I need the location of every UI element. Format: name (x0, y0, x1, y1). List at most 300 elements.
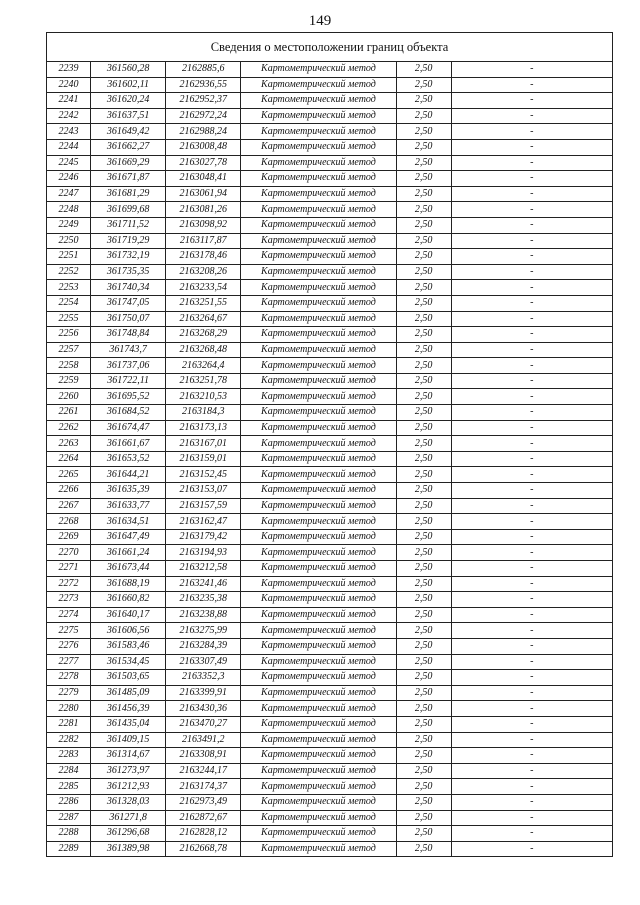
accuracy-cell: 2,50 (396, 186, 451, 202)
method-cell: Картометрический метод (241, 186, 396, 202)
description-cell: - (451, 841, 612, 857)
accuracy-cell: 2,50 (396, 841, 451, 857)
method-cell: Картометрический метод (241, 810, 396, 826)
point-number-cell: 2240 (47, 77, 91, 93)
table-row (47, 233, 613, 249)
description-cell: - (451, 483, 612, 499)
method-cell: Картометрический метод (241, 280, 396, 296)
point-number-cell: 2287 (47, 810, 91, 826)
y-coordinate-cell: 2163251,55 (166, 295, 241, 311)
method-cell: Картометрический метод (241, 327, 396, 343)
accuracy-cell: 2,50 (396, 701, 451, 717)
method-cell: Картометрический метод (241, 545, 396, 561)
accuracy-cell: 2,50 (396, 108, 451, 124)
accuracy-cell: 2,50 (396, 779, 451, 795)
method-cell: Картометрический метод (241, 202, 396, 218)
table-row (47, 249, 613, 265)
method-cell: Картометрический метод (241, 779, 396, 795)
method-cell: Картометрический метод (241, 623, 396, 639)
description-cell: - (451, 529, 612, 545)
x-coordinate-cell: 361743,7 (91, 342, 166, 358)
accuracy-cell: 2,50 (396, 139, 451, 155)
x-coordinate-cell: 361711,52 (91, 217, 166, 233)
table-row (47, 670, 613, 686)
x-coordinate-cell: 361661,67 (91, 436, 166, 452)
accuracy-cell: 2,50 (396, 217, 451, 233)
description-cell: - (451, 514, 612, 530)
method-cell: Картометрический метод (241, 249, 396, 265)
table-caption-row (47, 33, 613, 62)
description-cell: - (451, 202, 612, 218)
point-number-cell: 2249 (47, 217, 91, 233)
x-coordinate-cell: 361740,34 (91, 280, 166, 296)
table-row (47, 420, 613, 436)
accuracy-cell: 2,50 (396, 748, 451, 764)
accuracy-cell: 2,50 (396, 514, 451, 530)
table-row (47, 451, 613, 467)
table-row (47, 389, 613, 405)
point-number-cell: 2281 (47, 716, 91, 732)
y-coordinate-cell: 2163208,26 (166, 264, 241, 280)
y-coordinate-cell: 2163235,38 (166, 592, 241, 608)
accuracy-cell: 2,50 (396, 124, 451, 140)
table-row (47, 62, 613, 78)
x-coordinate-cell: 361660,82 (91, 592, 166, 608)
description-cell: - (451, 779, 612, 795)
method-cell: Картометрический метод (241, 561, 396, 577)
point-number-cell: 2272 (47, 576, 91, 592)
table-row (47, 171, 613, 187)
accuracy-cell: 2,50 (396, 327, 451, 343)
accuracy-cell: 2,50 (396, 545, 451, 561)
method-cell: Картометрический метод (241, 670, 396, 686)
description-cell: - (451, 623, 612, 639)
table-row (47, 638, 613, 654)
method-cell: Картометрический метод (241, 638, 396, 654)
x-coordinate-cell: 361748,84 (91, 327, 166, 343)
table-caption: Сведения о местоположении границ объекта (47, 33, 613, 62)
method-cell: Картометрический метод (241, 841, 396, 857)
method-cell: Картометрический метод (241, 420, 396, 436)
description-cell: - (451, 451, 612, 467)
y-coordinate-cell: 2163491,2 (166, 732, 241, 748)
point-number-cell: 2243 (47, 124, 91, 140)
method-cell: Картометрический метод (241, 607, 396, 623)
x-coordinate-cell: 361732,19 (91, 249, 166, 265)
description-cell: - (451, 701, 612, 717)
point-number-cell: 2241 (47, 93, 91, 109)
accuracy-cell: 2,50 (396, 576, 451, 592)
description-cell: - (451, 233, 612, 249)
description-cell: - (451, 545, 612, 561)
accuracy-cell: 2,50 (396, 264, 451, 280)
table-row (47, 436, 613, 452)
accuracy-cell: 2,50 (396, 233, 451, 249)
point-number-cell: 2265 (47, 467, 91, 483)
description-cell: - (451, 576, 612, 592)
y-coordinate-cell: 2163167,01 (166, 436, 241, 452)
y-coordinate-cell: 2163268,48 (166, 342, 241, 358)
table-row (47, 654, 613, 670)
point-number-cell: 2270 (47, 545, 91, 561)
y-coordinate-cell: 2163157,59 (166, 498, 241, 514)
x-coordinate-cell: 361649,42 (91, 124, 166, 140)
point-number-cell: 2271 (47, 561, 91, 577)
table-row (47, 794, 613, 810)
description-cell: - (451, 295, 612, 311)
point-number-cell: 2248 (47, 202, 91, 218)
y-coordinate-cell: 2163307,49 (166, 654, 241, 670)
description-cell: - (451, 249, 612, 265)
y-coordinate-cell: 2162885,6 (166, 62, 241, 78)
table-row (47, 155, 613, 171)
method-cell: Картометрический метод (241, 514, 396, 530)
y-coordinate-cell: 2163098,92 (166, 217, 241, 233)
description-cell: - (451, 62, 612, 78)
y-coordinate-cell: 2163275,99 (166, 623, 241, 639)
accuracy-cell: 2,50 (396, 561, 451, 577)
method-cell: Картометрический метод (241, 794, 396, 810)
x-coordinate-cell: 361695,52 (91, 389, 166, 405)
point-number-cell: 2286 (47, 794, 91, 810)
table-row (47, 748, 613, 764)
table-row (47, 561, 613, 577)
accuracy-cell: 2,50 (396, 685, 451, 701)
point-number-cell: 2266 (47, 483, 91, 499)
description-cell: - (451, 108, 612, 124)
method-cell: Картометрический метод (241, 373, 396, 389)
method-cell: Картометрический метод (241, 155, 396, 171)
method-cell: Картометрический метод (241, 436, 396, 452)
x-coordinate-cell: 361671,87 (91, 171, 166, 187)
y-coordinate-cell: 2163162,47 (166, 514, 241, 530)
accuracy-cell: 2,50 (396, 638, 451, 654)
x-coordinate-cell: 361719,29 (91, 233, 166, 249)
table-row (47, 373, 613, 389)
y-coordinate-cell: 2162668,78 (166, 841, 241, 857)
point-number-cell: 2261 (47, 405, 91, 421)
point-number-cell: 2259 (47, 373, 91, 389)
method-cell: Картометрический метод (241, 763, 396, 779)
x-coordinate-cell: 361662,27 (91, 139, 166, 155)
description-cell: - (451, 748, 612, 764)
accuracy-cell: 2,50 (396, 763, 451, 779)
y-coordinate-cell: 2163264,67 (166, 311, 241, 327)
method-cell: Картометрический метод (241, 483, 396, 499)
x-coordinate-cell: 361673,44 (91, 561, 166, 577)
accuracy-cell: 2,50 (396, 358, 451, 374)
point-number-cell: 2280 (47, 701, 91, 717)
method-cell: Картометрический метод (241, 405, 396, 421)
x-coordinate-cell: 361314,67 (91, 748, 166, 764)
description-cell: - (451, 592, 612, 608)
y-coordinate-cell: 2163284,39 (166, 638, 241, 654)
accuracy-cell: 2,50 (396, 529, 451, 545)
point-number-cell: 2242 (47, 108, 91, 124)
point-number-cell: 2283 (47, 748, 91, 764)
method-cell: Картометрический метод (241, 685, 396, 701)
point-number-cell: 2282 (47, 732, 91, 748)
point-number-cell: 2263 (47, 436, 91, 452)
table-row (47, 295, 613, 311)
method-cell: Картометрический метод (241, 124, 396, 140)
y-coordinate-cell: 2163430,36 (166, 701, 241, 717)
description-cell: - (451, 826, 612, 842)
x-coordinate-cell: 361653,52 (91, 451, 166, 467)
y-coordinate-cell: 2163048,41 (166, 171, 241, 187)
description-cell: - (451, 264, 612, 280)
y-coordinate-cell: 2162973,49 (166, 794, 241, 810)
point-number-cell: 2284 (47, 763, 91, 779)
table-row (47, 576, 613, 592)
description-cell: - (451, 810, 612, 826)
x-coordinate-cell: 361634,51 (91, 514, 166, 530)
x-coordinate-cell: 361389,98 (91, 841, 166, 857)
point-number-cell: 2264 (47, 451, 91, 467)
x-coordinate-cell: 361456,39 (91, 701, 166, 717)
x-coordinate-cell: 361637,51 (91, 108, 166, 124)
point-number-cell: 2269 (47, 529, 91, 545)
table-row (47, 467, 613, 483)
table-row (47, 342, 613, 358)
accuracy-cell: 2,50 (396, 826, 451, 842)
point-number-cell: 2250 (47, 233, 91, 249)
accuracy-cell: 2,50 (396, 716, 451, 732)
y-coordinate-cell: 2163308,91 (166, 748, 241, 764)
accuracy-cell: 2,50 (396, 623, 451, 639)
description-cell: - (451, 561, 612, 577)
y-coordinate-cell: 2162952,37 (166, 93, 241, 109)
x-coordinate-cell: 361684,52 (91, 405, 166, 421)
accuracy-cell: 2,50 (396, 155, 451, 171)
point-number-cell: 2255 (47, 311, 91, 327)
accuracy-cell: 2,50 (396, 607, 451, 623)
description-cell: - (451, 358, 612, 374)
method-cell: Картометрический метод (241, 498, 396, 514)
table-row (47, 810, 613, 826)
y-coordinate-cell: 2163184,3 (166, 405, 241, 421)
y-coordinate-cell: 2163174,37 (166, 779, 241, 795)
point-number-cell: 2267 (47, 498, 91, 514)
description-cell: - (451, 436, 612, 452)
description-cell: - (451, 342, 612, 358)
y-coordinate-cell: 2163152,45 (166, 467, 241, 483)
y-coordinate-cell: 2163244,17 (166, 763, 241, 779)
method-cell: Картометрический метод (241, 264, 396, 280)
method-cell: Картометрический метод (241, 108, 396, 124)
accuracy-cell: 2,50 (396, 280, 451, 296)
y-coordinate-cell: 2163233,54 (166, 280, 241, 296)
point-number-cell: 2254 (47, 295, 91, 311)
accuracy-cell: 2,50 (396, 249, 451, 265)
point-number-cell: 2244 (47, 139, 91, 155)
description-cell: - (451, 77, 612, 93)
y-coordinate-cell: 2163061,94 (166, 186, 241, 202)
accuracy-cell: 2,50 (396, 77, 451, 93)
y-coordinate-cell: 2163159,01 (166, 451, 241, 467)
method-cell: Картометрический метод (241, 233, 396, 249)
description-cell: - (451, 373, 612, 389)
accuracy-cell: 2,50 (396, 62, 451, 78)
x-coordinate-cell: 361688,19 (91, 576, 166, 592)
x-coordinate-cell: 361534,45 (91, 654, 166, 670)
table-row (47, 405, 613, 421)
table-row (47, 732, 613, 748)
x-coordinate-cell: 361409,15 (91, 732, 166, 748)
description-cell: - (451, 763, 612, 779)
accuracy-cell: 2,50 (396, 389, 451, 405)
description-cell: - (451, 389, 612, 405)
x-coordinate-cell: 361271,8 (91, 810, 166, 826)
page-number: 149 (308, 13, 332, 29)
x-coordinate-cell: 361635,39 (91, 483, 166, 499)
table-row (47, 483, 613, 499)
table-row (47, 529, 613, 545)
table-row (47, 202, 613, 218)
method-cell: Картометрический метод (241, 592, 396, 608)
point-number-cell: 2273 (47, 592, 91, 608)
point-number-cell: 2252 (47, 264, 91, 280)
method-cell: Картометрический метод (241, 62, 396, 78)
x-coordinate-cell: 361722,11 (91, 373, 166, 389)
accuracy-cell: 2,50 (396, 202, 451, 218)
y-coordinate-cell: 2162972,24 (166, 108, 241, 124)
table-row (47, 498, 613, 514)
point-number-cell: 2268 (47, 514, 91, 530)
table-row (47, 327, 613, 343)
method-cell: Картометрический метод (241, 171, 396, 187)
x-coordinate-cell: 361620,24 (91, 93, 166, 109)
point-number-cell: 2288 (47, 826, 91, 842)
method-cell: Картометрический метод (241, 358, 396, 374)
method-cell: Картометрический метод (241, 748, 396, 764)
method-cell: Картометрический метод (241, 654, 396, 670)
accuracy-cell: 2,50 (396, 498, 451, 514)
x-coordinate-cell: 361212,93 (91, 779, 166, 795)
x-coordinate-cell: 361602,11 (91, 77, 166, 93)
accuracy-cell: 2,50 (396, 420, 451, 436)
accuracy-cell: 2,50 (396, 794, 451, 810)
description-cell: - (451, 638, 612, 654)
y-coordinate-cell: 2163352,3 (166, 670, 241, 686)
description-cell: - (451, 155, 612, 171)
description-cell: - (451, 171, 612, 187)
description-cell: - (451, 794, 612, 810)
y-coordinate-cell: 2162828,12 (166, 826, 241, 842)
table-row (47, 217, 613, 233)
description-cell: - (451, 685, 612, 701)
x-coordinate-cell: 361661,24 (91, 545, 166, 561)
method-cell: Картометрический метод (241, 529, 396, 545)
method-cell: Картометрический метод (241, 716, 396, 732)
point-number-cell: 2260 (47, 389, 91, 405)
x-coordinate-cell: 361681,29 (91, 186, 166, 202)
point-number-cell: 2247 (47, 186, 91, 202)
y-coordinate-cell: 2163238,88 (166, 607, 241, 623)
point-number-cell: 2251 (47, 249, 91, 265)
x-coordinate-cell: 361485,09 (91, 685, 166, 701)
table-row (47, 545, 613, 561)
table-row (47, 701, 613, 717)
accuracy-cell: 2,50 (396, 654, 451, 670)
description-cell: - (451, 654, 612, 670)
y-coordinate-cell: 2163153,07 (166, 483, 241, 499)
table-row (47, 124, 613, 140)
point-number-cell: 2285 (47, 779, 91, 795)
y-coordinate-cell: 2163178,46 (166, 249, 241, 265)
x-coordinate-cell: 361560,28 (91, 62, 166, 78)
accuracy-cell: 2,50 (396, 93, 451, 109)
table-row (47, 139, 613, 155)
description-cell: - (451, 732, 612, 748)
table-row (47, 264, 613, 280)
table-row (47, 358, 613, 374)
point-number-cell: 2253 (47, 280, 91, 296)
description-cell: - (451, 405, 612, 421)
table-row (47, 841, 613, 857)
method-cell: Картометрический метод (241, 93, 396, 109)
description-cell: - (451, 607, 612, 623)
table-row (47, 623, 613, 639)
point-number-cell: 2274 (47, 607, 91, 623)
accuracy-cell: 2,50 (396, 171, 451, 187)
point-number-cell: 2239 (47, 62, 91, 78)
y-coordinate-cell: 2162988,24 (166, 124, 241, 140)
boundary-coordinates-table (46, 32, 613, 857)
y-coordinate-cell: 2163251,78 (166, 373, 241, 389)
description-cell: - (451, 124, 612, 140)
method-cell: Картометрический метод (241, 217, 396, 233)
x-coordinate-cell: 361606,56 (91, 623, 166, 639)
y-coordinate-cell: 2163264,4 (166, 358, 241, 374)
y-coordinate-cell: 2162936,55 (166, 77, 241, 93)
x-coordinate-cell: 361633,77 (91, 498, 166, 514)
method-cell: Картометрический метод (241, 467, 396, 483)
point-number-cell: 2279 (47, 685, 91, 701)
accuracy-cell: 2,50 (396, 436, 451, 452)
accuracy-cell: 2,50 (396, 670, 451, 686)
y-coordinate-cell: 2163081,26 (166, 202, 241, 218)
table-row (47, 779, 613, 795)
x-coordinate-cell: 361674,47 (91, 420, 166, 436)
x-coordinate-cell: 361737,06 (91, 358, 166, 374)
description-cell: - (451, 716, 612, 732)
accuracy-cell: 2,50 (396, 342, 451, 358)
method-cell: Картометрический метод (241, 826, 396, 842)
description-cell: - (451, 327, 612, 343)
accuracy-cell: 2,50 (396, 592, 451, 608)
description-cell: - (451, 420, 612, 436)
point-number-cell: 2245 (47, 155, 91, 171)
accuracy-cell: 2,50 (396, 373, 451, 389)
y-coordinate-cell: 2163212,58 (166, 561, 241, 577)
y-coordinate-cell: 2163210,53 (166, 389, 241, 405)
x-coordinate-cell: 361435,04 (91, 716, 166, 732)
accuracy-cell: 2,50 (396, 311, 451, 327)
description-cell: - (451, 498, 612, 514)
point-number-cell: 2256 (47, 327, 91, 343)
x-coordinate-cell: 361328,03 (91, 794, 166, 810)
y-coordinate-cell: 2163399,91 (166, 685, 241, 701)
y-coordinate-cell: 2163470,27 (166, 716, 241, 732)
method-cell: Картометрический метод (241, 732, 396, 748)
y-coordinate-cell: 2163179,42 (166, 529, 241, 545)
table-row (47, 108, 613, 124)
y-coordinate-cell: 2163241,46 (166, 576, 241, 592)
point-number-cell: 2246 (47, 171, 91, 187)
description-cell: - (451, 186, 612, 202)
table-row (47, 186, 613, 202)
